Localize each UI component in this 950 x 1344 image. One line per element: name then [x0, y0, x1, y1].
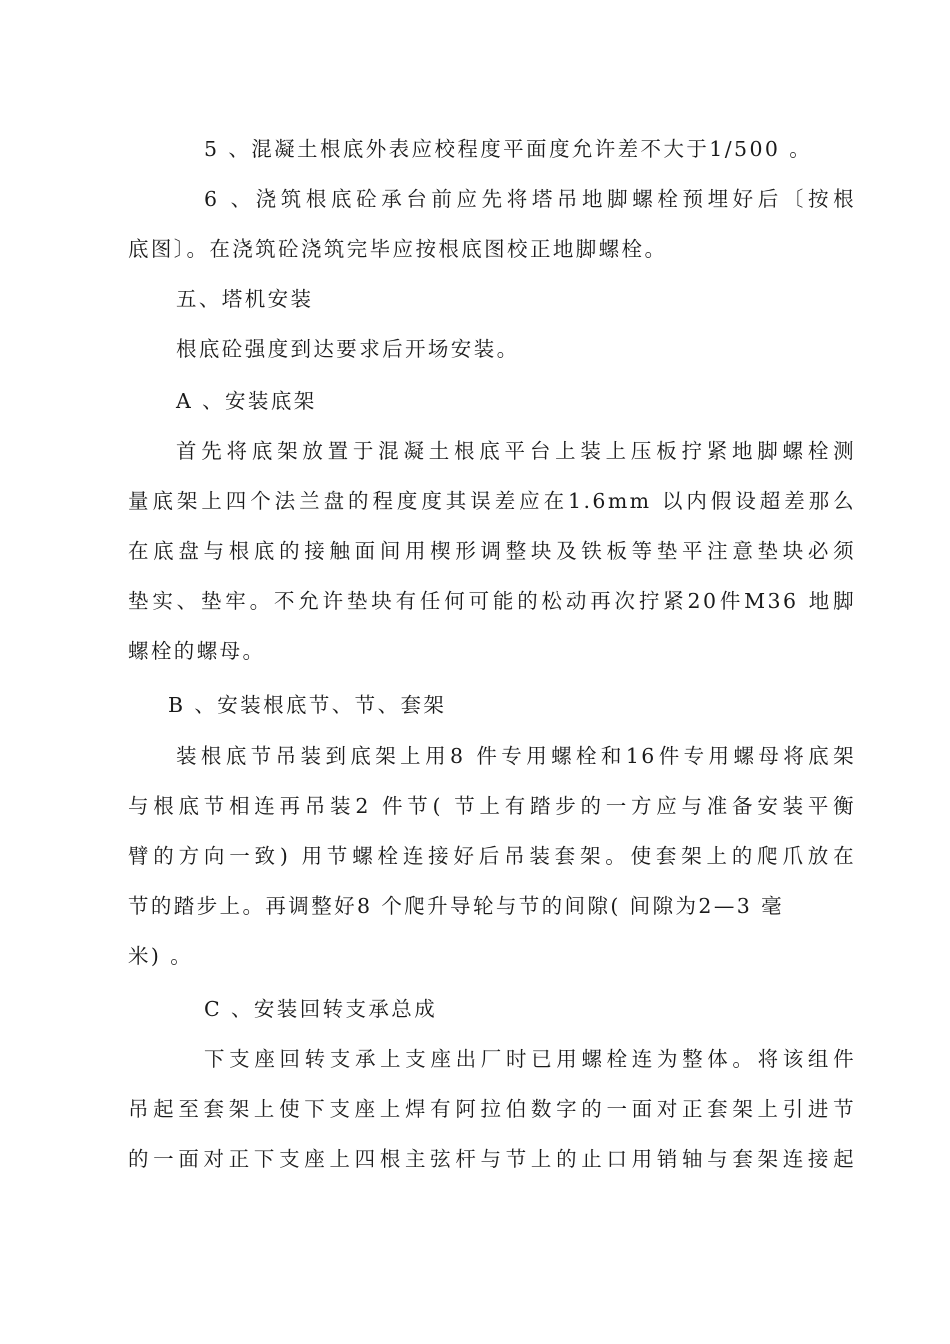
text-line: 根底砼强度到达要求后开场安装。: [176, 337, 520, 361]
section-heading-tower-install: [128, 274, 856, 324]
text-line: 的一面对正下支座上四根主弦杆与节上的止口用销轴与套架连接起: [128, 1147, 856, 1171]
text-line: 首先将底架放置于混凝土根底平台上装上压板拧紧地脚螺栓测: [176, 439, 856, 463]
paragraph-slewing: [128, 1034, 856, 1184]
text-line: 垫实、垫牢。不允许垫块有任何可能的松动再次拧紧20件M36 地脚: [128, 589, 856, 613]
text-line: 6 、浇筑根底砼承台前应先将塔吊地脚螺栓预埋好后〔按根: [204, 187, 856, 211]
text-line: 螺栓的螺母。: [128, 639, 266, 663]
text-line: 5 、混凝土根底外表应校程度平面度允许差不大于1/500 。: [204, 137, 813, 161]
paragraph-item-5: [128, 124, 856, 174]
text-line: 臂的方向一致) 用节螺栓连接好后吊装套架。使套架上的爬爪放在: [128, 844, 856, 868]
text-line: 节的踏步上。再调整好8 个爬升导轮与节的间隙( 间隙为2—3 毫: [128, 894, 784, 918]
text-line: 五、塔机安装: [176, 287, 314, 311]
text-line: 下支座回转支承上支座出厂时已用螺栓连为整体。将该组件: [204, 1047, 856, 1071]
text-line: 量底架上四个法兰盘的程度度其误差应在1.6mm 以内假设超差那么: [128, 489, 856, 513]
text-line: 装根底节吊装到底架上用8 件专用螺栓和16件专用螺母将底架: [176, 744, 856, 768]
subheading-c-slewing: [128, 984, 856, 1034]
text-line: B 、安装根底节、节、套架: [168, 693, 447, 717]
text-line: 底图〕。在浇筑砼浇筑完毕应按根底图校正地脚螺栓。: [128, 237, 668, 261]
text-line: 与根底节相连再吊装2 件节( 节上有踏步的一方应与准备安装平衡: [128, 794, 856, 818]
text-line: A 、安装底架: [176, 389, 317, 413]
subheading-b-base-section: [128, 680, 856, 730]
paragraph-base-frame: [128, 426, 856, 676]
text-line: 米) 。: [128, 944, 194, 968]
text-line: 在底盘与根底的接触面间用楔形调整块及铁板等垫平注意垫块必须: [128, 539, 856, 563]
text-line: 吊起至套架上使下支座上焊有阿拉伯数字的一面对正套架上引进节: [128, 1097, 856, 1121]
text-line: C 、安装回转支承总成: [204, 997, 438, 1021]
subheading-a-base-frame: [128, 376, 856, 426]
paragraph-start-install: [128, 324, 856, 374]
paragraph-base-section: [128, 731, 856, 981]
paragraph-item-6: [128, 174, 856, 274]
